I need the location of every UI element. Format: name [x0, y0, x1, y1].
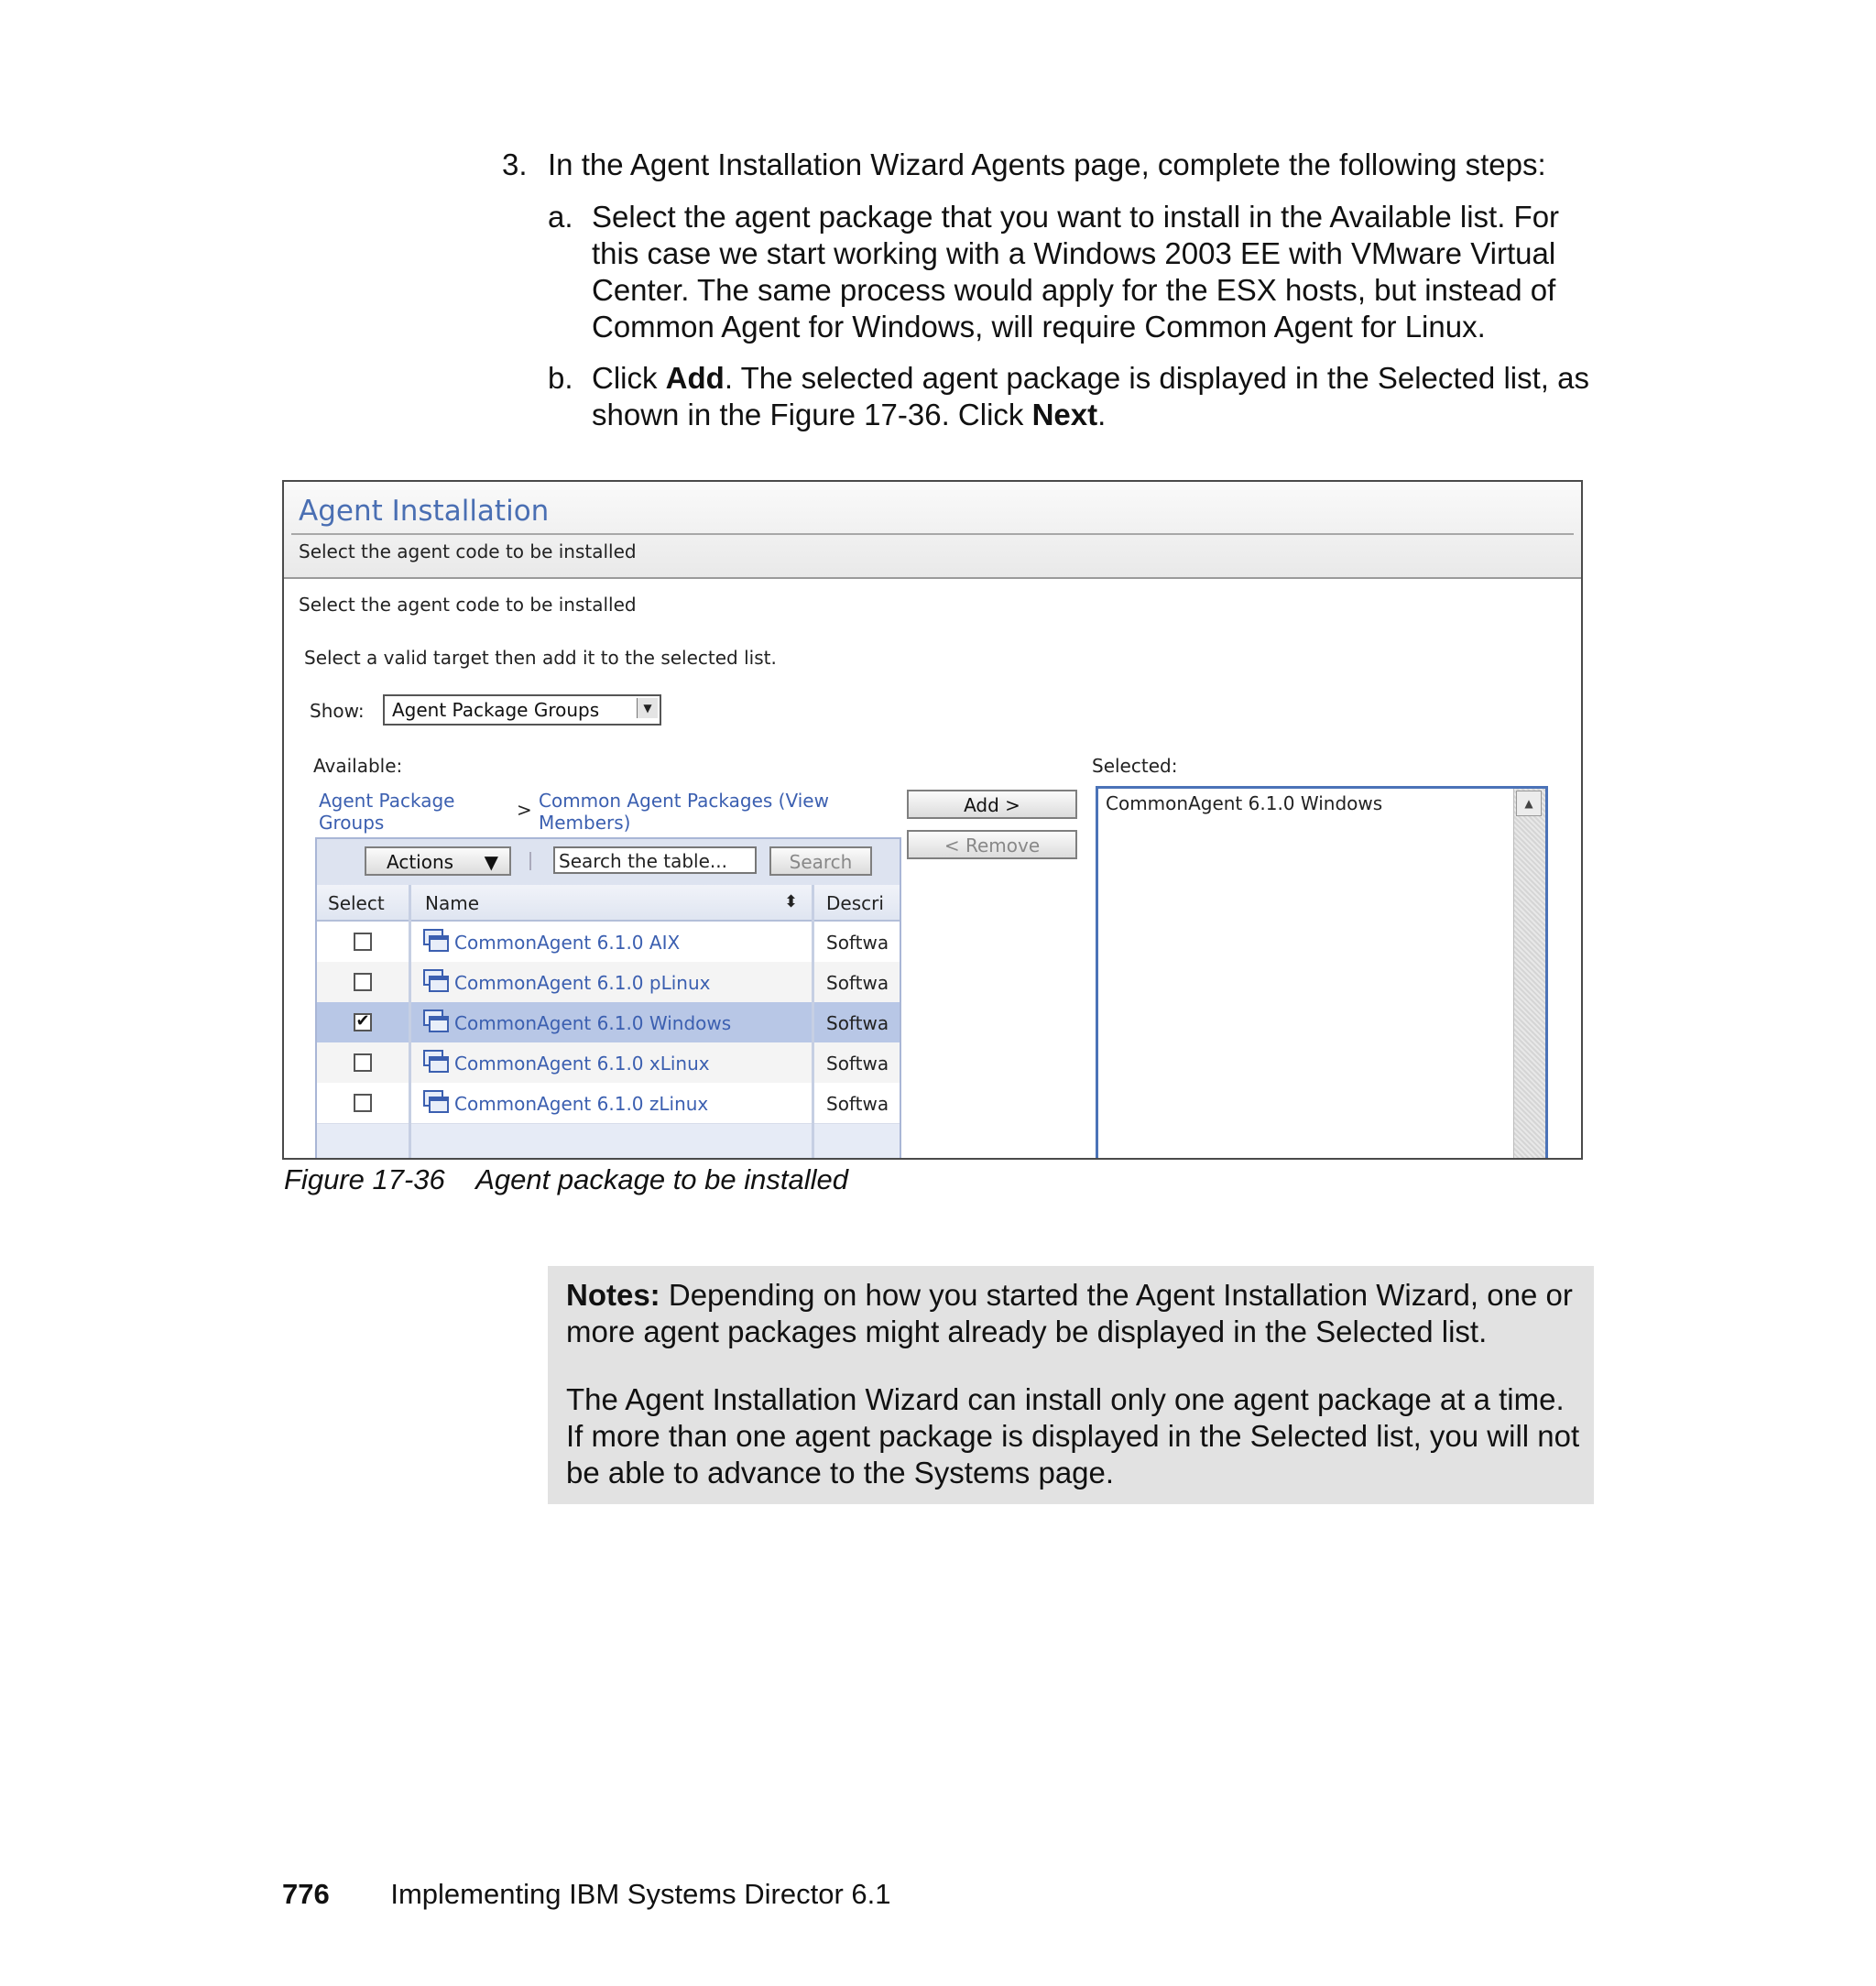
toolbar-divider [529, 852, 531, 870]
wizard-subtitle: Select the agent code to be installed [299, 540, 637, 562]
agent-installation-screenshot [282, 480, 1583, 1160]
add-button[interactable]: Add > [907, 790, 1077, 819]
column-separator [812, 885, 814, 1160]
substep-a-line: Center. The same process would apply for the ESX hosts, but instead of [592, 273, 1556, 307]
selected-list[interactable] [1096, 786, 1548, 1160]
row-name[interactable]: CommonAgent 6.1.0 pLinux [454, 972, 711, 994]
search-button[interactable]: Search [769, 846, 872, 876]
notes-paragraph-1: Notes: Depending on how you started the Agent Installation Wizard, one or more agent packages might already be displayed in the Selected list. [566, 1278, 1573, 1348]
column-select: Select [328, 892, 385, 914]
row-description: Softwa [826, 972, 889, 994]
figure-number: Figure 17-36 [284, 1163, 445, 1195]
scroll-up-icon[interactable]: ▲ [1516, 791, 1542, 816]
substep-b-letter: b. [548, 361, 573, 395]
row-checkbox[interactable]: ✔ [354, 1013, 372, 1031]
add-emphasis: Add [665, 361, 725, 395]
notes-label: Notes: [566, 1278, 660, 1312]
substep-a-line: Select the agent package that you want to install in the Available list. For [592, 200, 1560, 234]
substep-b-line: Click Add. The selected agent package is displayed in the Selected list, as [592, 361, 1589, 395]
row-name[interactable]: CommonAgent 6.1.0 xLinux [454, 1053, 710, 1075]
column-separator [409, 885, 411, 1160]
column-name[interactable]: Name [425, 892, 480, 914]
next-emphasis: Next [1031, 398, 1098, 431]
scrollbar[interactable] [1513, 789, 1545, 1160]
chevron-down-icon: ▼ [484, 851, 498, 873]
row-name[interactable]: CommonAgent 6.1.0 Windows [454, 1012, 732, 1034]
row-name[interactable]: CommonAgent 6.1.0 AIX [454, 932, 681, 954]
page-footer [282, 1878, 890, 1911]
instruction-text: Select a valid target then add it to the selected list. [304, 647, 777, 669]
show-select[interactable] [383, 694, 661, 726]
package-icon [423, 969, 449, 993]
row-name[interactable]: CommonAgent 6.1.0 zLinux [454, 1093, 709, 1115]
search-input[interactable]: Search the table... [553, 846, 757, 874]
notes-paragraph-2: The Agent Installation Wizard can install only one agent package at a time. If more than one agent package is displayed in the Selected list, you will not be able to advance to the Systems page. [566, 1382, 1580, 1490]
figure-caption [284, 1163, 848, 1196]
row-description: Softwa [826, 1053, 889, 1075]
step-number: 3. [502, 147, 528, 181]
table-toolbar [317, 839, 900, 886]
wizard-title: Agent Installation [299, 495, 550, 528]
show-select-value: Agent Package Groups [392, 699, 600, 721]
row-checkbox[interactable] [354, 1094, 372, 1112]
substep-a-line: this case we start working with a Windows 2003 EE with VMware Virtual [592, 236, 1556, 270]
available-label: Available: [313, 755, 403, 777]
row-description: Softwa [826, 932, 889, 954]
wizard-header [284, 482, 1581, 579]
page-number: 776 [282, 1878, 330, 1910]
remove-button[interactable]: < Remove [907, 830, 1077, 859]
package-icon [423, 929, 449, 953]
selected-label: Selected: [1092, 755, 1178, 777]
substep-a-letter: a. [548, 200, 573, 234]
substep-a-line: Common Agent for Windows, will require Common Agent for Linux. [592, 310, 1486, 344]
figure-caption-text: Agent package to be installed [475, 1163, 848, 1195]
chevron-down-icon[interactable]: ▼ [637, 698, 658, 718]
breadcrumb-root[interactable]: Agent Package Groups [319, 790, 455, 834]
available-table [315, 837, 901, 1160]
step-text: In the Agent Installation Wizard Agents page, complete the following steps: [548, 147, 1546, 181]
row-checkbox[interactable] [354, 973, 372, 991]
actions-menu[interactable]: Actions ▼ [365, 846, 511, 876]
breadcrumb-separator: > [517, 799, 532, 821]
notes-box [548, 1266, 1594, 1504]
package-icon [423, 1009, 449, 1033]
book-title: Implementing IBM Systems Director 6.1 [390, 1878, 891, 1910]
show-label: Show: [310, 700, 365, 722]
row-checkbox[interactable] [354, 933, 372, 951]
row-description: Softwa [826, 1093, 889, 1115]
substep-b-line: shown in the Figure 17-36. Click Next. [592, 398, 1107, 431]
package-icon [423, 1050, 449, 1074]
row-checkbox[interactable] [354, 1053, 372, 1072]
sort-icon[interactable]: ⬍ [784, 892, 799, 911]
breadcrumb-current[interactable]: Common Agent Packages (View Members) [539, 790, 829, 834]
section-heading: Select the agent code to be installed [299, 594, 637, 616]
column-description: Descri [826, 892, 884, 914]
package-icon [423, 1090, 449, 1114]
header-divider [291, 533, 1574, 535]
selected-item[interactable]: CommonAgent 6.1.0 Windows [1106, 792, 1383, 814]
row-description: Softwa [826, 1012, 889, 1034]
